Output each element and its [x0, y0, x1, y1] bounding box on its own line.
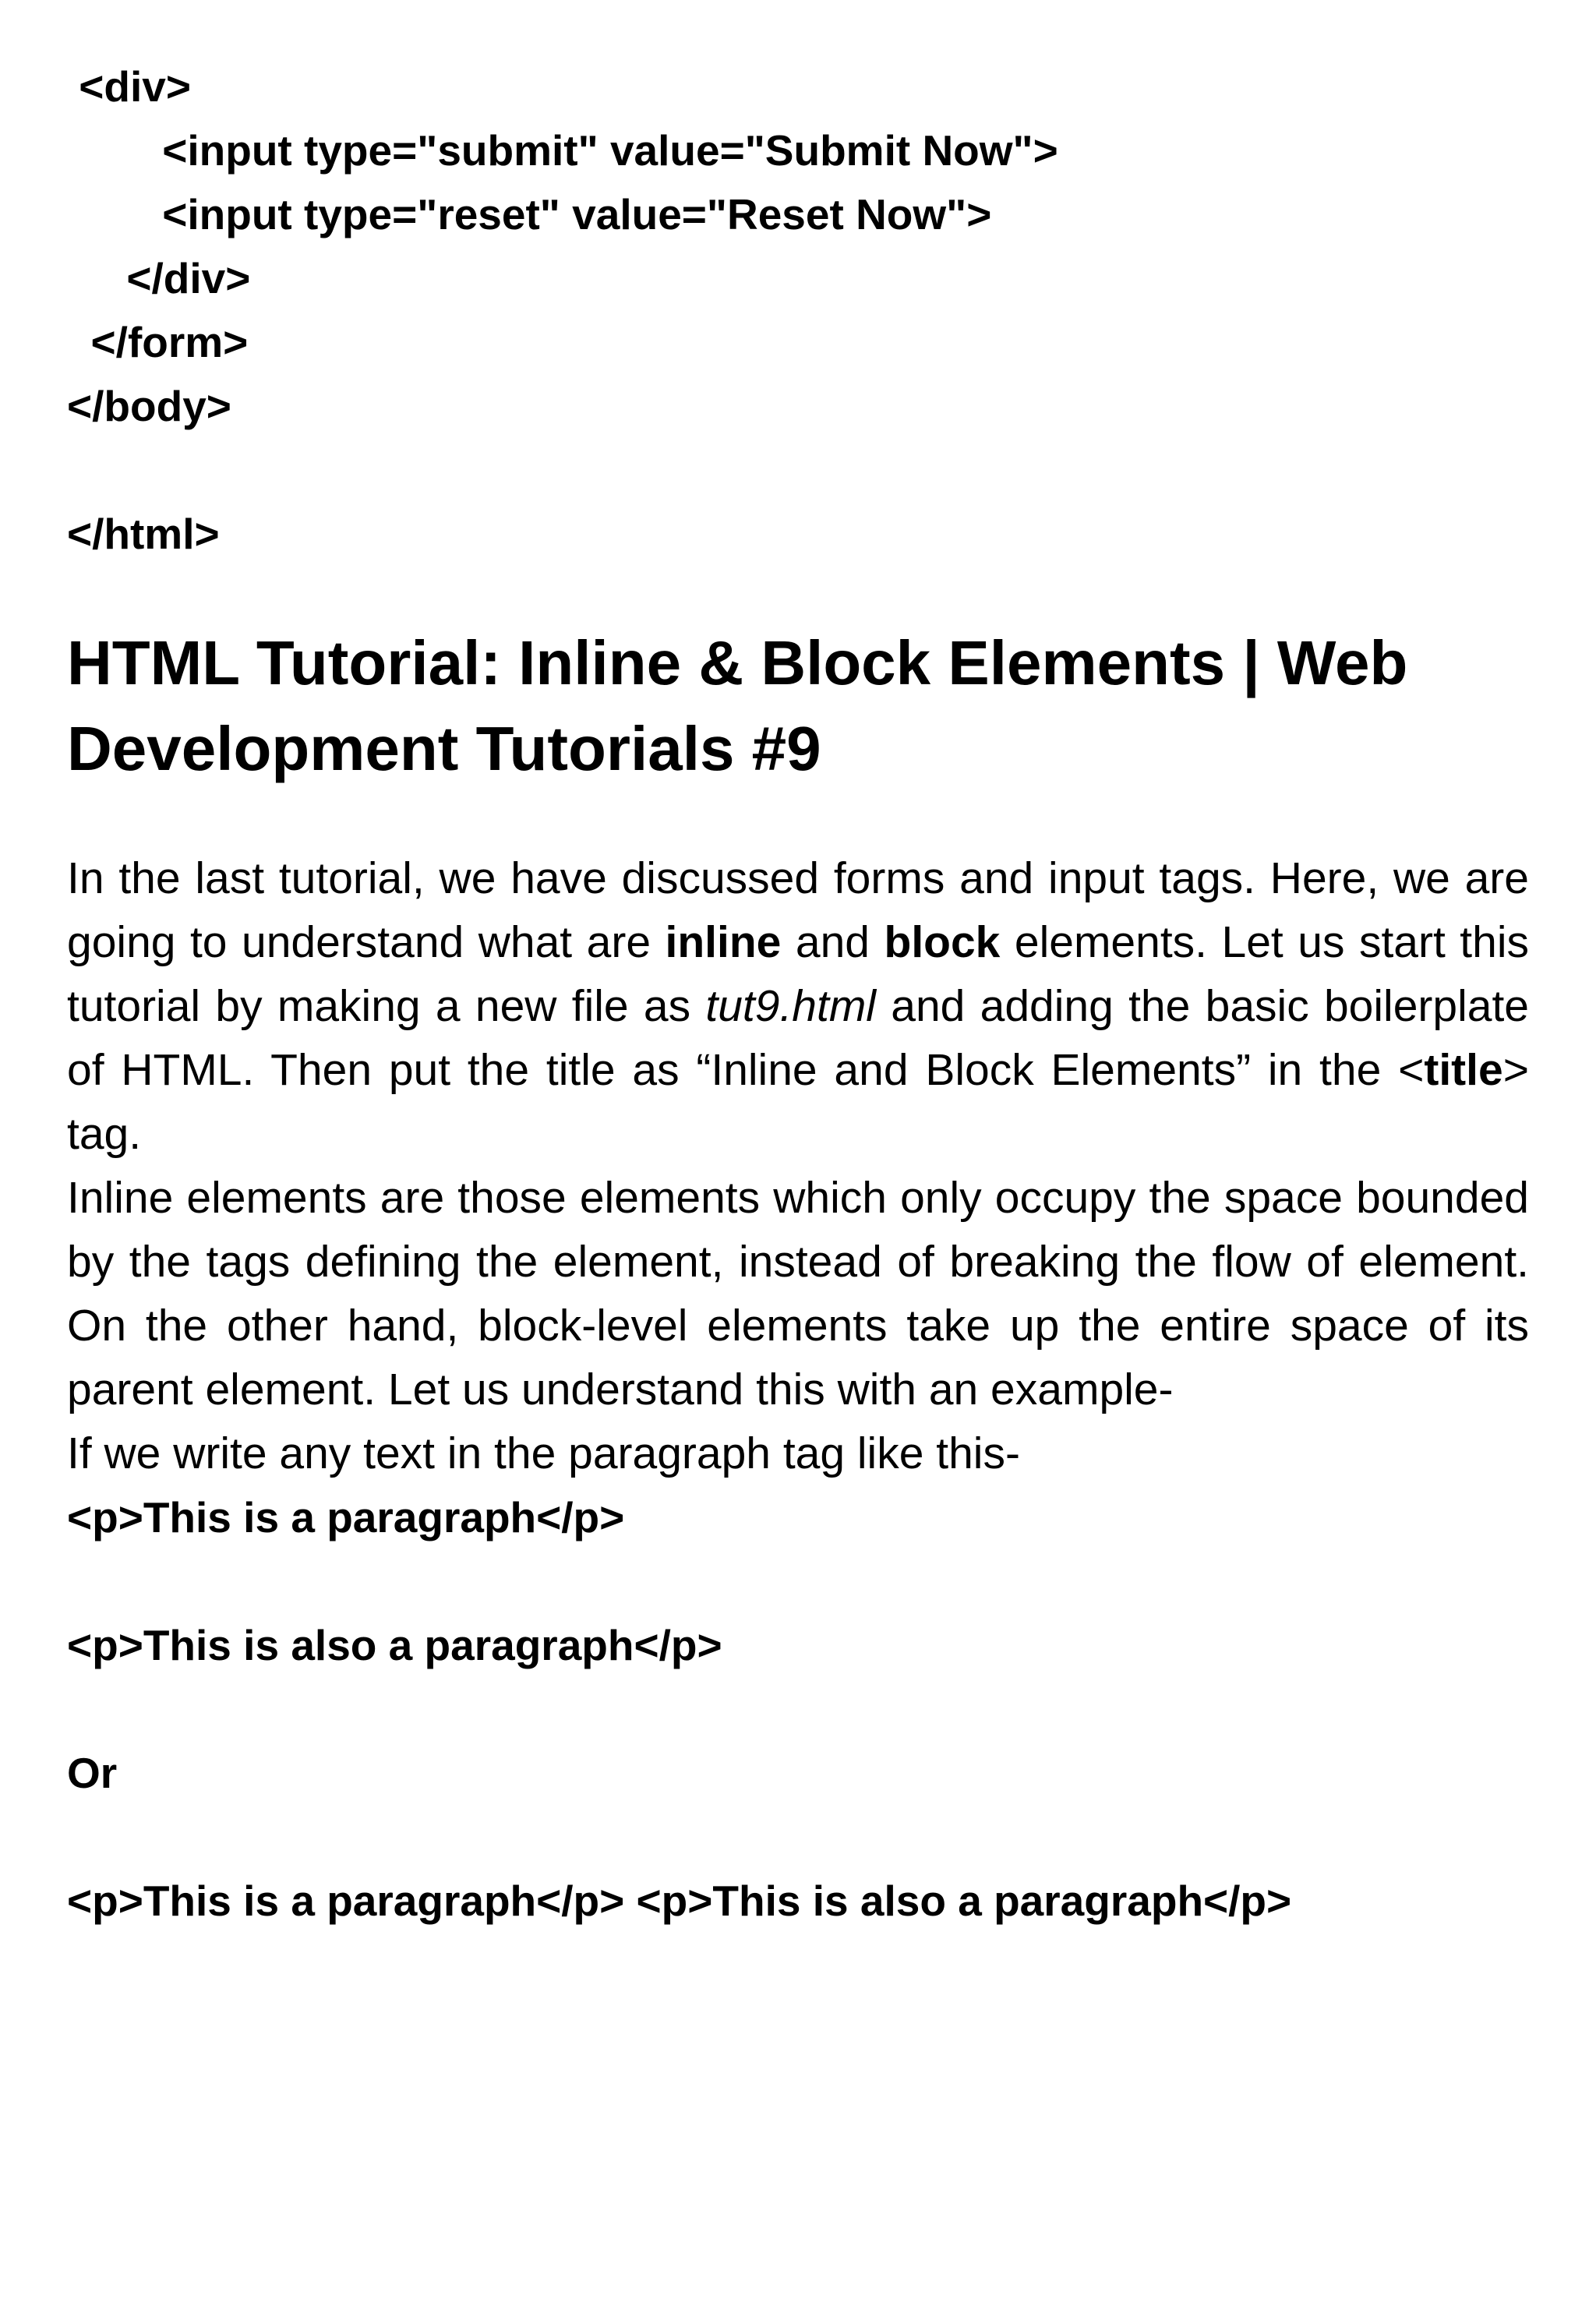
spacer [67, 1549, 1529, 1613]
code-line-form-close: </form> [67, 318, 249, 366]
intro-text-5: > tag. [67, 1045, 1529, 1159]
intro-paragraph [67, 846, 1529, 1166]
code-line-reset-input: <input type="reset" value="Reset Now"> [67, 190, 992, 238]
example-code-2: <p>This is also a paragraph</p> [67, 1621, 722, 1669]
spacer [67, 1805, 1529, 1869]
code-line-submit-input: <input type="submit" value="Submit Now"> [67, 126, 1058, 175]
example-code-3: <p>This is a paragraph</p> <p>This is also a paragraph</p> [67, 1877, 1292, 1925]
intro-text-1: In the last tutorial, we have discussed forms and input tags. Here, we are going to understand what are [67, 853, 1529, 967]
code-line-div-open: <div> [67, 62, 191, 111]
spacer [67, 1677, 1529, 1741]
title-tag-keyword: title [1424, 1045, 1503, 1095]
definition-paragraph: Inline elements are those elements which only occupy the space bounded by the tags defining the element, instead of breaking the flow of element. On the other hand, block-level elements take up the entire space of its parent element. Let us understand this with an example- [67, 1173, 1529, 1414]
intro-text-4: and adding the basic boilerplate of HTML. Then put the title as “Inline and Block Elements” in the < [67, 981, 1529, 1095]
example-intro-paragraph: If we write any text in the paragraph tag like this- [67, 1428, 1020, 1478]
spacer [67, 438, 1529, 502]
example-code-1: <p>This is a paragraph</p> [67, 1493, 625, 1541]
inline-keyword: inline [665, 917, 782, 967]
document-page [67, 55, 1529, 1933]
block-keyword: block [884, 917, 1001, 967]
intro-text-3: elements. Let us start this tutorial by making a new file as [67, 917, 1529, 1031]
code-line-html-close: </html> [67, 510, 220, 558]
code-line-body-close: </body> [67, 382, 231, 430]
intro-text-2: and [781, 917, 885, 967]
filename: tut9.html [705, 981, 876, 1031]
code-line-div-close: </div> [67, 254, 251, 302]
section-heading: HTML Tutorial: Inline & Block Elements | Web Development Tutorials #9 [67, 628, 1408, 783]
or-label: Or [67, 1749, 118, 1797]
